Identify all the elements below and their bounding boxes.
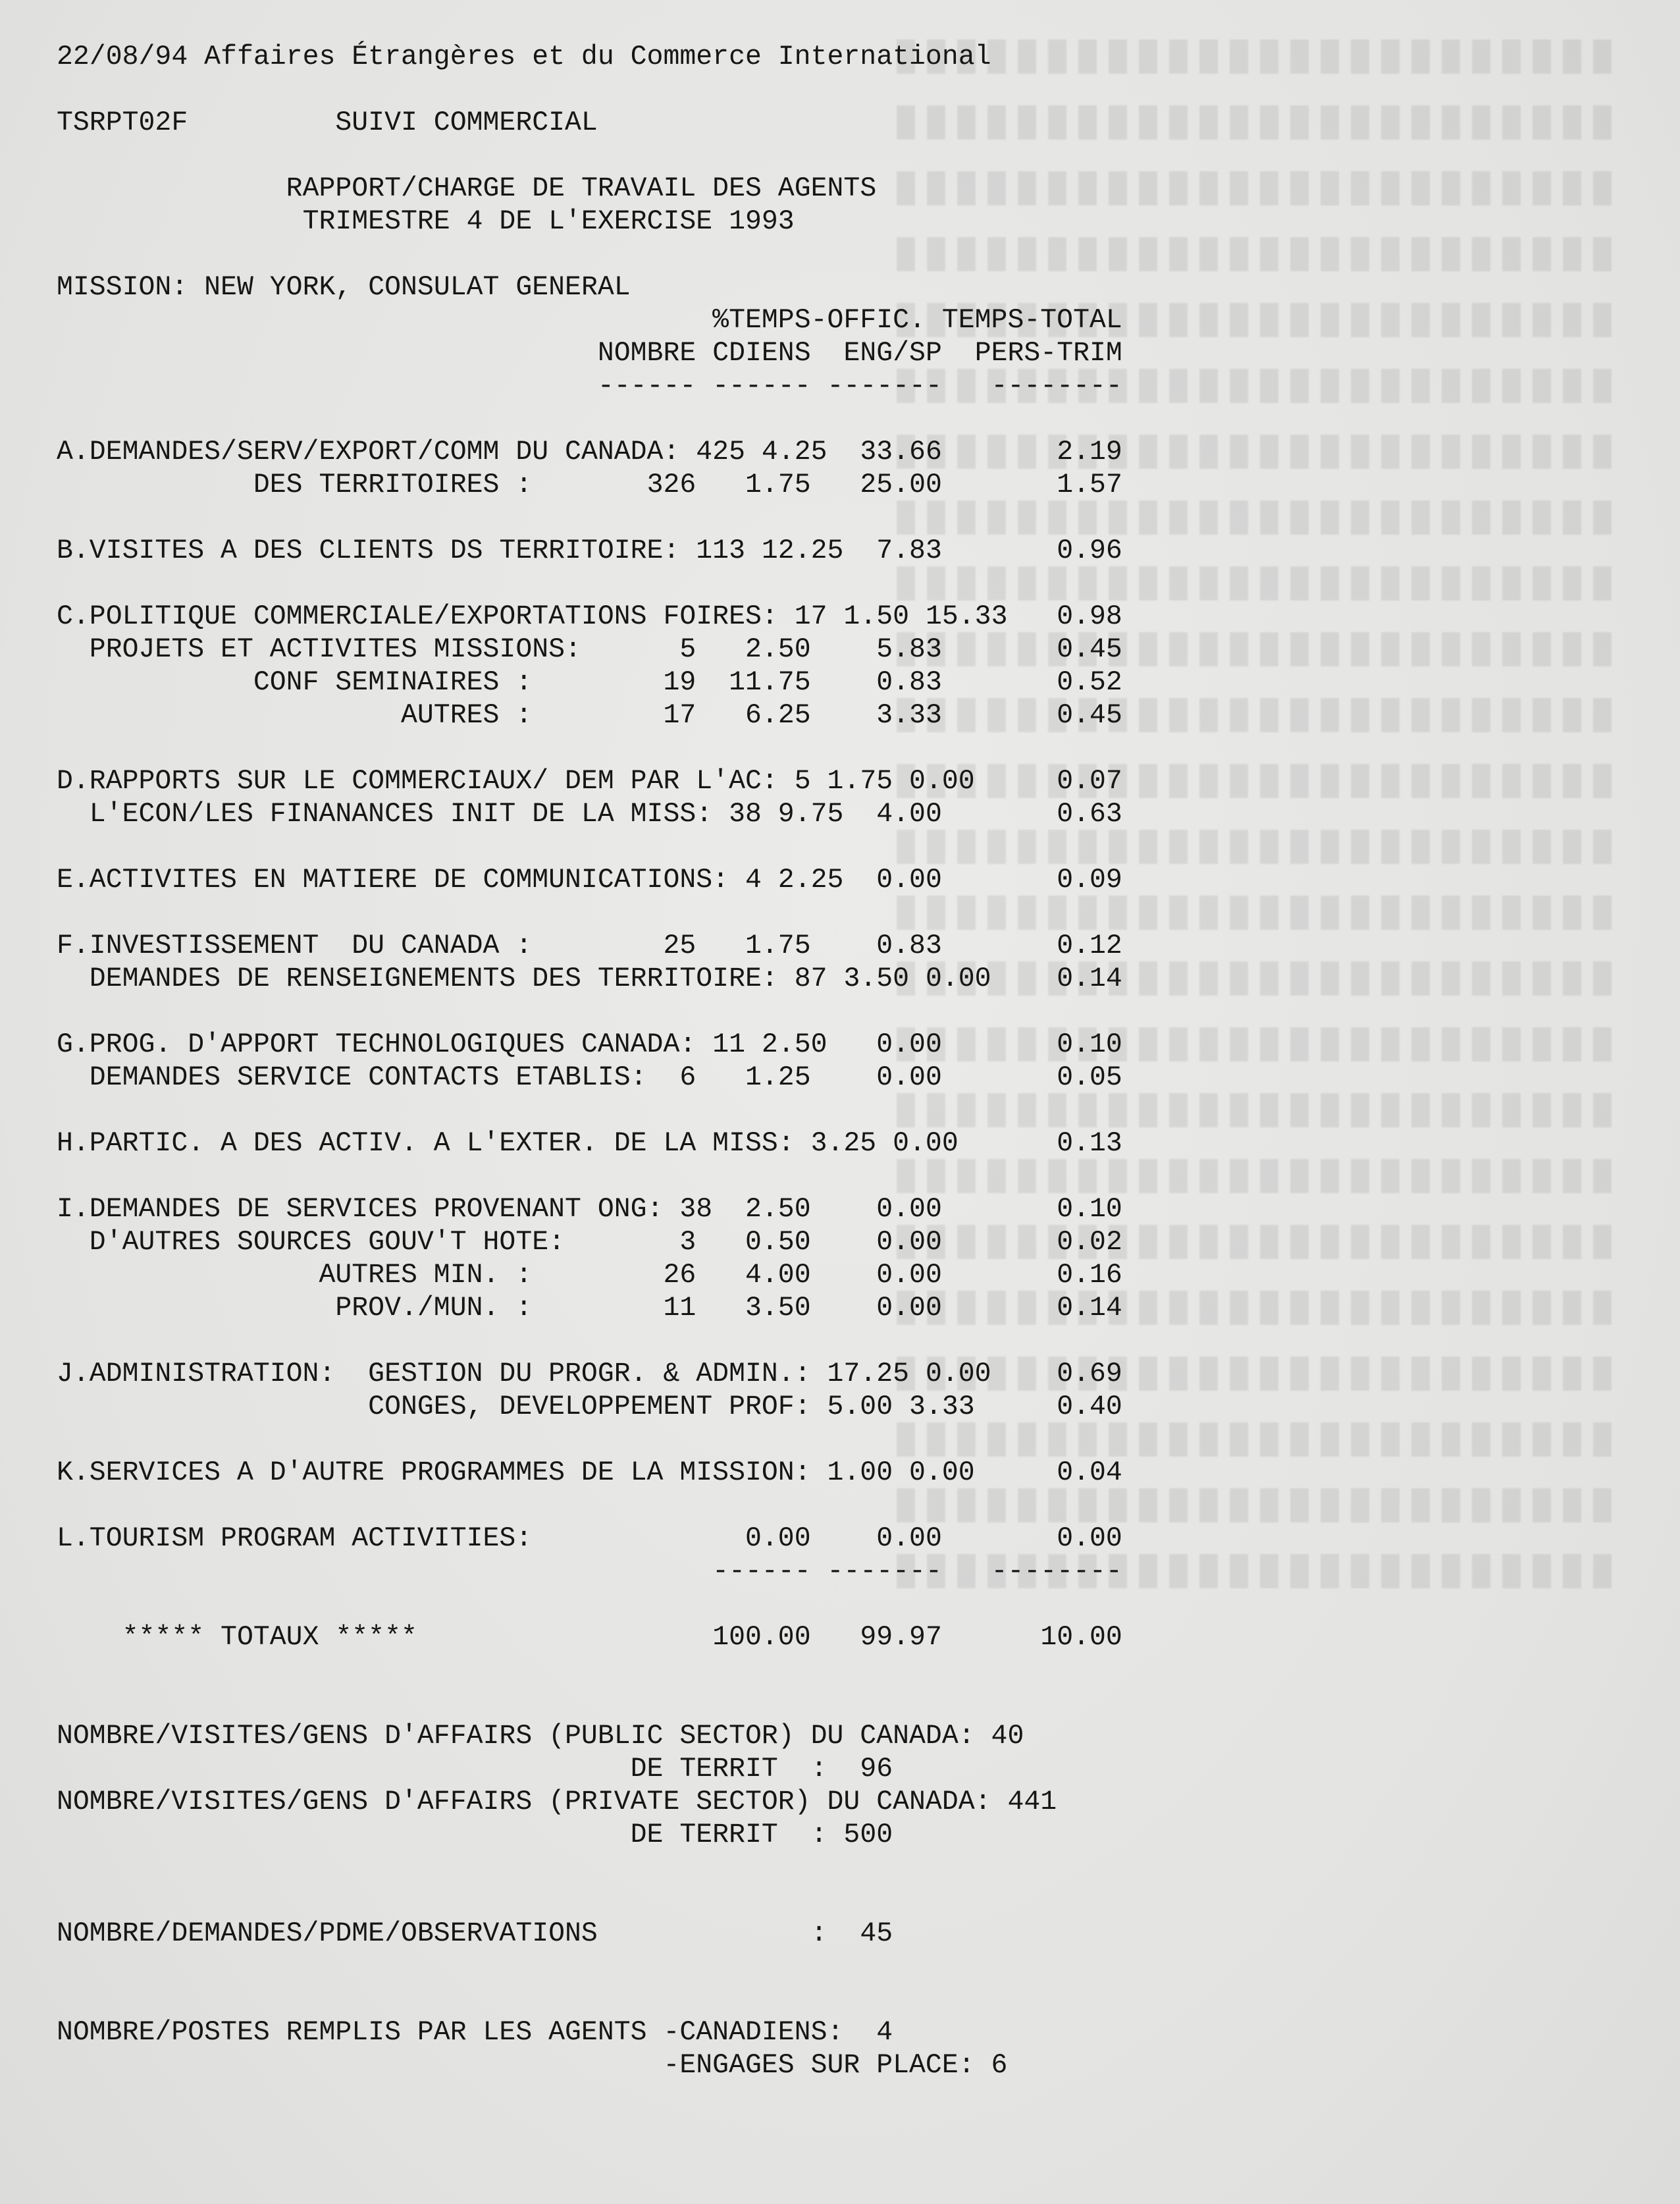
table-row: G.PROG. D'APPORT TECHNOLOGIQUES CANADA: 11 2.50 0.00 0.10 [57, 1029, 1122, 1060]
pdme-label: NOMBRE/DEMANDES/PDME/OBSERVATIONS [57, 1918, 598, 1949]
table-row: J.ADMINISTRATION: GESTION DU PROGR. & ADMIN.: 17.25 0.00 0.69 [57, 1358, 1122, 1389]
postes-canadiens-value: 4 [876, 2017, 893, 2048]
cell-engsp: 0.00 [876, 1260, 942, 1291]
cell-nombre: 25 [663, 930, 696, 961]
cell-nombre: 26 [663, 1260, 696, 1291]
postes-canadiens-label: -CANADIENS [663, 2017, 827, 2048]
cell-nombre: 6 [679, 1062, 696, 1093]
cell-perstrim: 0.12 [1057, 930, 1122, 961]
cell-nombre: 38 [679, 1194, 713, 1225]
department-name: Affaires Étrangères et du Commerce International [204, 41, 991, 72]
cell-cdiens: 6.25 [745, 700, 811, 731]
visits-sublabel: DE TERRIT [630, 1754, 778, 1785]
visits-value: 441 [1007, 1787, 1057, 1817]
cell-perstrim: 0.45 [1057, 634, 1122, 665]
cell-cdiens: 1.75 [745, 930, 811, 961]
cell-cdiens: 3.50 [745, 1293, 811, 1324]
cell-nombre: 19 [663, 667, 696, 698]
cell-nombre: 425 [696, 437, 745, 468]
table-row: CONGES, DEVELOPPEMENT PROF: 5.00 3.33 0.40 [57, 1391, 1122, 1422]
cell-perstrim: 0.04 [1057, 1457, 1122, 1488]
cell-cdiens: 3.25 [810, 1128, 877, 1159]
rule: -------- [991, 371, 1122, 402]
postes-engages-label: -ENGAGES SUR PLACE: [663, 2050, 975, 2081]
report-date: 22/08/94 [57, 41, 188, 72]
visits-label: NOMBRE/VISITES/GENS D'AFFAIRS (PRIVATE SECTOR) [57, 1787, 811, 1817]
cell-engsp: 0.00 [876, 1523, 942, 1554]
cell-perstrim: 0.45 [1057, 700, 1122, 731]
cell-nombre: 326 [646, 470, 696, 500]
cell-perstrim: 0.40 [1057, 1391, 1122, 1422]
table-row: PROV./MUN. : 11 3.50 0.00 0.14 [335, 1293, 1122, 1324]
cell-engsp: 0.00 [909, 766, 975, 797]
cell-perstrim: 0.14 [1057, 963, 1122, 994]
table-row: I.DEMANDES DE SERVICES PROVENANT ONG: 38 2.50 0.00 0.10 [57, 1194, 1122, 1225]
rule: ------- [827, 371, 942, 402]
cell-engsp: 0.00 [876, 1194, 942, 1225]
cell-cdiens: 0.50 [745, 1227, 811, 1258]
cell-cdiens: 4.00 [745, 1260, 811, 1291]
row-label: A.DEMANDES/SERV/EXPORT/COMM [57, 437, 500, 468]
row-sublabel: MISSIONS [433, 634, 565, 665]
rule: -------- [991, 1556, 1122, 1587]
row-label: DEMANDES DE RENSEIGNEMENTS [57, 963, 516, 994]
cell-nombre: 87 [794, 963, 827, 994]
cell-engsp: 0.00 [909, 1457, 975, 1488]
row-label: E.ACTIVITES EN MATIERE DE COMMUNICATIONS [57, 865, 713, 896]
cell-cdiens: 1.50 [843, 601, 910, 632]
visits-label: NOMBRE/VISITES/GENS D'AFFAIRS (PUBLIC SECTOR) [57, 1721, 795, 1752]
cell-cdiens: 2.50 [761, 1029, 827, 1060]
postes-engages-value: 6 [991, 2050, 1008, 2081]
cell-engsp: 0.00 [876, 1062, 942, 1093]
cell-cdiens: 0.00 [745, 1523, 811, 1554]
total-perstrim: 10.00 [1040, 1622, 1122, 1653]
row-sublabel: ONG [597, 1194, 647, 1225]
cell-engsp: 33.66 [860, 437, 942, 468]
cell-engsp: 15.33 [925, 601, 1008, 632]
cell-perstrim: 0.10 [1057, 1194, 1122, 1225]
row-sublabel: INIT DE LA MISS [450, 799, 696, 830]
cell-cdiens: 3.50 [843, 963, 910, 994]
cell-cdiens: 1.75 [745, 470, 811, 500]
column-engsp: ENG/SP [843, 338, 942, 369]
column-group-temps-offic: %TEMPS-OFFIC. [712, 305, 926, 336]
pdme-value: 45 [860, 1918, 893, 1949]
row-sublabel: PROV./MUN. [335, 1293, 500, 1324]
cell-cdiens: 9.75 [777, 799, 844, 830]
cell-perstrim: 0.09 [1057, 865, 1122, 896]
cell-nombre: 11 [712, 1029, 745, 1060]
table-row: E.ACTIVITES EN MATIERE DE COMMUNICATIONS: 4 2.25 0.00 0.09 [57, 865, 1122, 896]
cell-engsp: 0.83 [876, 667, 942, 698]
cell-cdiens: 12.25 [761, 535, 844, 566]
cell-engsp: 0.00 [876, 1293, 942, 1324]
row-sublabel: DES TERRITOIRE [532, 963, 762, 994]
cell-engsp: 0.00 [876, 1227, 942, 1258]
column-nombre: NOMBRE [597, 338, 696, 369]
column-perstrim: PERS-TRIM [974, 338, 1122, 369]
cell-engsp: 7.83 [876, 535, 942, 566]
cell-perstrim: 0.52 [1057, 667, 1122, 698]
cell-engsp: 3.33 [909, 1391, 975, 1422]
cell-perstrim: 0.10 [1057, 1029, 1122, 1060]
mission-value: NEW YORK, CONSULAT GENERAL [204, 272, 631, 303]
cell-nombre: 113 [696, 535, 745, 566]
cell-engsp: 3.33 [876, 700, 942, 731]
cell-nombre: 5 [679, 634, 696, 665]
rule: ------ [597, 371, 696, 402]
cell-cdiens: 4.25 [761, 437, 827, 468]
row-label: G.PROG. D'APPORT TECHNOLOGIQUES [57, 1029, 565, 1060]
table-row: D.RAPPORTS SUR LE COMMERCIAUX/ DEM PAR L'AC: 5 1.75 0.00 0.07 [57, 766, 1122, 797]
cell-nombre: 3 [679, 1227, 696, 1258]
cell-engsp: 0.00 [876, 865, 942, 896]
row-sublabel: FOIRES [663, 601, 762, 632]
total-cdiens: 100.00 [712, 1622, 811, 1653]
cell-perstrim: 0.96 [1057, 535, 1122, 566]
cell-engsp: 5.83 [876, 634, 942, 665]
row-label: J.ADMINISTRATION: GESTION DU PROGR. & ADMIN. [57, 1358, 795, 1389]
cell-cdiens: 1.75 [827, 766, 893, 797]
mission-label: MISSION [57, 272, 172, 303]
cell-nombre: 11 [663, 1293, 696, 1324]
cell-perstrim: 0.13 [1057, 1128, 1122, 1159]
row-sublabel: CANADA [581, 1029, 680, 1060]
row-label: C.POLITIQUE COMMERCIALE/EXPORTATIONS [57, 601, 647, 632]
row-label: D'AUTRES SOURCES [57, 1227, 352, 1258]
row-label: D.RAPPORTS SUR LE COMMERCIAUX/ [57, 766, 549, 797]
row-label: CONGES, DEVELOPPEMENT PROF [57, 1391, 795, 1422]
row-label: L'ECON/LES FINANANCES [57, 799, 434, 830]
table-row: B.VISITES A DES CLIENTS DS TERRITOIRE: 113 12.25 7.83 0.96 [57, 535, 1122, 566]
table-row: DES TERRITOIRES : 326 1.75 25.00 1.57 [253, 470, 1122, 500]
cell-engsp: 0.83 [876, 930, 942, 961]
table-row: C.POLITIQUE COMMERCIALE/EXPORTATIONS FOIRES: 17 1.50 15.33 0.98 [57, 601, 1122, 632]
system-name: SUIVI COMMERCIAL [335, 107, 598, 138]
workload-report: 22/08/94 Affaires Étrangères et du Commerce International TSRPT02F SUIVI COMMERCIAL RAPPORT/CHARGE DE TRAVAIL DES AGENTS TRIMESTRE 4 DE L'EXERCISE 1993 MISSION: NEW YORK, CONSULAT GENERAL %TEMPS-OFFIC. TEMPS-TOTAL NOMBRE CDIENS ENG/SP PERS-TRIM ------ ------ ------- -------- A.DEMANDES/SERV/EXPORT/COMM DU CANADA: 425 4.25 33.66 2.19 DES TERRITOIRES : 326 1.75 25.00 1.57 B.VISITES A DES CLIENTS DS TERRITOIRE: 113 12.25 7.83 0.96 C.POLITIQUE COMMERCIALE/EXPORTATIONS FOIRES: 17 1.50 15.33 0.98 PROJETS ET ACTIVITES MISSIONS: 5 2.50 5.83 0.45 CONF SEMINAIRES : 19 11.75 0.83 0.52 AUTRES : 17 6.25 3.33 0.45 D.RAPPORTS SUR LE COMMERCIAUX/ DEM PAR L'AC: 5 1.75 0.00 0.07 L'ECON/LES FINANANCES INIT DE LA MISS: 38 9.75 4.00 0.63 E.ACTIVITES EN MATIERE DE COMMUNICATIONS: 4 2.25 0.00 0.09 F.INVESTISSEMENT DU CANADA : 25 1.75 0.83 0.12 DEMANDES DE RENSEIGNEMENTS DES TERRITOIRE: 87 3.50 0.00 0.14 G.PROG. D'APPORT TECHNOLOGIQUES CANADA: 11 2.50 0.00 0.10 DEMANDES SERVICE CONTACTS ETABLIS: 6 1.25 0.00 0.05 H.PARTIC. A DES ACTIV. A L'EXTER. DE LA MISS: 3.25 0.00 0.13 I.DEMANDES DE SERVICES PROVENANT ONG: 38 2.50 0.00 0.10 D'AUTRES SOURCES GOUV'T HOTE: 3 0.50 0.00 0.02 AUTRES MIN. : 26 4.00 0.00 0.16 PROV./MUN. : 11 3.50 0.00 0.14 J.ADMINISTRATION: GESTION DU PROGR. & ADMIN.: 17.25 0.00 0.69 CONGES, DEVELOPPEMENT PROF: 5.00 3.33 0.40 K.SERVICES A D'AUTRE PROGRAMMES DE LA MISSION: 1.00 0.00 0.04 L.TOURISM PROGRAM ACTIVITIES: 0.00 0.00 0.00 ------ ------- -------- ***** TOTAUX ***** 100.00 99.97 10.00 NOMBRE/VISITES/GENS D'AFFAIRS (PUBLIC SECTOR) DU CANADA: 40 DE TERRIT : 96 NOMBRE/VISITES/GENS D'AFFAIRS (PRIVATE SECTOR) DU CANADA: 441 DE TERRIT : 500 NOMBRE/DEMANDES/PDME/OBSERVATIONS : 45 NOMBRE/POSTES REMPLIS PAR LES AGENTS -CANADIENS: 4 -ENGAGES SUR PLACE: 6 [57, 41, 1122, 2081]
cell-perstrim: 2.19 [1057, 437, 1122, 468]
table-row: F.INVESTISSEMENT DU CANADA : 25 1.75 0.83 0.12 [57, 930, 1122, 961]
cell-perstrim: 0.05 [1057, 1062, 1122, 1093]
cell-perstrim: 0.07 [1057, 766, 1122, 797]
visits-value: 500 [843, 1819, 893, 1850]
rule: ------ [712, 371, 811, 402]
postes-label: NOMBRE/POSTES REMPLIS PAR LES AGENTS [57, 2017, 647, 2048]
cell-nombre: 17 [794, 601, 827, 632]
cell-engsp: 0.00 [893, 1128, 958, 1159]
table-row: DEMANDES DE RENSEIGNEMENTS DES TERRITOIRE: 87 3.50 0.00 0.14 [57, 963, 1122, 994]
table-row: PROJETS ET ACTIVITES MISSIONS: 5 2.50 5.83 0.45 [57, 634, 1122, 665]
visits-sublabel: DE TERRIT [630, 1819, 778, 1850]
cell-nombre: 5 [794, 766, 811, 797]
row-sublabel: CONF SEMINAIRES [253, 667, 500, 698]
table-row: A.DEMANDES/SERV/EXPORT/COMM DU CANADA: 425 4.25 33.66 2.19 [57, 437, 1122, 468]
rule: ------- [827, 1556, 942, 1587]
cell-cdiens: 2.50 [745, 1194, 811, 1225]
visits-value: 40 [991, 1721, 1024, 1752]
cell-perstrim: 0.02 [1057, 1227, 1122, 1258]
column-cdiens: CDIENS [712, 338, 811, 369]
row-sublabel: GOUV'T HOTE [368, 1227, 549, 1258]
cell-perstrim: 0.63 [1057, 799, 1122, 830]
cell-perstrim: 0.00 [1057, 1523, 1122, 1554]
cell-cdiens: 2.25 [777, 865, 844, 896]
cell-cdiens: 2.50 [745, 634, 811, 665]
row-label: F.INVESTISSEMENT [57, 930, 319, 961]
cell-cdiens: 11.75 [729, 667, 811, 698]
cell-cdiens: 1.25 [745, 1062, 811, 1093]
total-engsp: 99.97 [860, 1622, 942, 1653]
row-label: I.DEMANDES DE SERVICES PROVENANT [57, 1194, 581, 1225]
row-sublabel: CONTACTS ETABLIS [368, 1062, 631, 1093]
table-row: H.PARTIC. A DES ACTIV. A L'EXTER. DE LA MISS: 3.25 0.00 0.13 [57, 1128, 1122, 1159]
cell-nombre: 17 [663, 700, 696, 731]
cell-engsp: 0.00 [925, 1358, 991, 1389]
row-label: L.TOURISM PROGRAM ACTIVITIES [57, 1523, 516, 1554]
visits-sublabel: DU CANADA [827, 1787, 975, 1817]
cell-perstrim: 0.14 [1057, 1293, 1122, 1324]
cell-perstrim: 0.98 [1057, 601, 1122, 632]
report-period: TRIMESTRE 4 DE L'EXERCISE 1993 [302, 206, 795, 237]
visits-sublabel: DU CANADA [810, 1721, 958, 1752]
row-label: DEMANDES SERVICE [57, 1062, 352, 1093]
row-label: H.PARTIC. A DES ACTIV. A L'EXTER. DE LA MISS [57, 1128, 778, 1159]
cell-nombre: 38 [729, 799, 762, 830]
cell-perstrim: 0.16 [1057, 1260, 1122, 1291]
row-sublabel: DEM PAR L'AC [565, 766, 762, 797]
cell-engsp: 4.00 [876, 799, 942, 830]
totals-label: ***** TOTAUX ***** [122, 1622, 417, 1653]
row-sublabel: AUTRES [401, 700, 500, 731]
column-group-temps-total: TEMPS-TOTAL [941, 305, 1122, 336]
cell-engsp: 25.00 [860, 470, 942, 500]
visits-value: 96 [860, 1754, 893, 1785]
rule: ------ [712, 1556, 811, 1587]
table-row: L.TOURISM PROGRAM ACTIVITIES: 0.00 0.00 0.00 [57, 1523, 1122, 1554]
cell-perstrim: 0.69 [1057, 1358, 1122, 1389]
cell-engsp: 0.00 [876, 1029, 942, 1060]
row-sublabel: DU CANADA [515, 437, 664, 468]
report-title: RAPPORT/CHARGE DE TRAVAIL DES AGENTS [286, 173, 877, 204]
table-row: AUTRES MIN. : 26 4.00 0.00 0.16 [319, 1260, 1122, 1291]
table-row: AUTRES : 17 6.25 3.33 0.45 [401, 700, 1122, 731]
cell-cdiens: 5.00 [827, 1391, 893, 1422]
row-sublabel: DES TERRITOIRES [253, 470, 500, 500]
table-row: D'AUTRES SOURCES GOUV'T HOTE: 3 0.50 0.00 0.02 [57, 1227, 1122, 1258]
cell-engsp: 0.00 [925, 963, 991, 994]
cell-nombre: 4 [745, 865, 762, 896]
table-row: CONF SEMINAIRES : 19 11.75 0.83 0.52 [253, 667, 1122, 698]
table-row: DEMANDES SERVICE CONTACTS ETABLIS: 6 1.25 0.00 0.05 [57, 1062, 1122, 1093]
cell-cdiens: 17.25 [827, 1358, 910, 1389]
table-row: K.SERVICES A D'AUTRE PROGRAMMES DE LA MISSION: 1.00 0.00 0.04 [57, 1457, 1122, 1488]
row-label: PROJETS ET ACTIVITES [57, 634, 417, 665]
row-sublabel: DU CANADA [352, 930, 500, 961]
table-row: L'ECON/LES FINANANCES INIT DE LA MISS: 38 9.75 4.00 0.63 [57, 799, 1122, 830]
cell-cdiens: 1.00 [827, 1457, 893, 1488]
row-label: B.VISITES A DES CLIENTS DS TERRITOIRE [57, 535, 664, 566]
cell-perstrim: 1.57 [1057, 470, 1122, 500]
row-label: K.SERVICES A D'AUTRE PROGRAMMES DE LA MISSION [57, 1457, 795, 1488]
report-code: TSRPT02F [57, 107, 188, 138]
row-sublabel: AUTRES MIN. [319, 1260, 500, 1291]
